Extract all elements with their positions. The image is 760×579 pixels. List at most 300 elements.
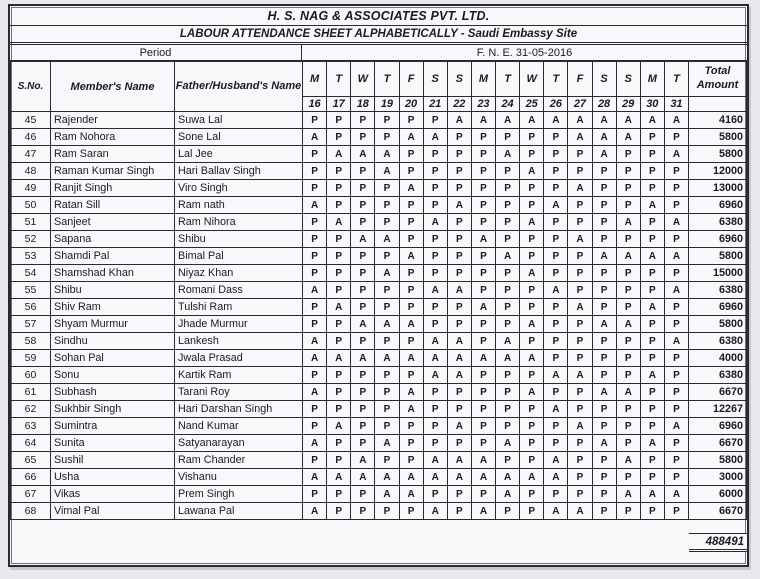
attendance-mark: P [616, 367, 640, 384]
table-row [11, 282, 747, 299]
attendance-mark: A [351, 231, 375, 248]
attendance-mark: A [568, 503, 592, 520]
attendance-mark: A [496, 146, 520, 163]
attendance-mark: P [544, 129, 568, 146]
attendance-mark: P [303, 401, 327, 418]
attendance-mark: P [327, 401, 351, 418]
table-row [11, 452, 747, 469]
table-row [11, 248, 747, 265]
member-name: Rajender [51, 112, 175, 129]
member-name: Vikas [51, 486, 175, 503]
attendance-mark: P [496, 401, 520, 418]
day-of-week-header: T [375, 62, 399, 97]
attendance-mark: P [592, 282, 616, 299]
column-header-member-name: Member's Name [51, 62, 175, 112]
attendance-mark: P [664, 384, 688, 401]
day-of-week-header: F [399, 62, 423, 97]
attendance-mark: P [447, 435, 471, 452]
attendance-mark: P [592, 486, 616, 503]
attendance-mark: A [640, 197, 664, 214]
attendance-mark: P [375, 367, 399, 384]
attendance-mark: P [664, 265, 688, 282]
attendance-mark: P [399, 333, 423, 350]
day-of-week-header: S [616, 62, 640, 97]
attendance-mark: P [399, 299, 423, 316]
sheet-frame [8, 4, 749, 567]
attendance-mark: P [496, 197, 520, 214]
attendance-mark: P [303, 248, 327, 265]
attendance-mark: P [544, 180, 568, 197]
attendance-mark: A [447, 112, 471, 129]
attendance-mark: P [447, 299, 471, 316]
attendance-mark: P [664, 452, 688, 469]
attendance-mark: P [496, 129, 520, 146]
attendance-mark: A [399, 401, 423, 418]
attendance-mark: A [423, 503, 447, 520]
table-row [11, 214, 747, 231]
total-amount: 6960 [689, 197, 747, 214]
total-amount-spacer [689, 97, 747, 112]
attendance-mark: P [544, 146, 568, 163]
attendance-mark: P [375, 282, 399, 299]
attendance-mark: P [616, 265, 640, 282]
serial-number: 57 [11, 316, 51, 333]
day-of-week-header: S [423, 62, 447, 97]
attendance-table-body [11, 112, 747, 520]
total-amount: 4160 [689, 112, 747, 129]
attendance-mark: A [375, 486, 399, 503]
date-header: 19 [375, 97, 399, 112]
attendance-mark: P [496, 452, 520, 469]
attendance-mark: P [640, 163, 664, 180]
attendance-mark: P [423, 265, 447, 282]
attendance-mark: P [327, 265, 351, 282]
period-value: F. N. E. 31-05-2016 [476, 46, 573, 59]
table-row [11, 163, 747, 180]
attendance-mark: A [520, 384, 544, 401]
attendance-mark: A [568, 129, 592, 146]
father-husband-name: Tulshi Ram [175, 299, 303, 316]
member-name: Sindhu [51, 333, 175, 350]
attendance-mark: P [520, 282, 544, 299]
attendance-mark: P [327, 435, 351, 452]
attendance-table-header [11, 62, 747, 112]
attendance-mark: A [471, 112, 495, 129]
attendance-mark: P [520, 401, 544, 418]
total-amount: 15000 [689, 265, 747, 282]
attendance-mark: P [303, 214, 327, 231]
attendance-mark: P [640, 401, 664, 418]
attendance-mark: A [447, 350, 471, 367]
attendance-mark: A [616, 248, 640, 265]
attendance-mark: P [640, 333, 664, 350]
attendance-mark: A [303, 350, 327, 367]
attendance-mark: P [640, 418, 664, 435]
attendance-mark: P [399, 112, 423, 129]
attendance-mark: P [520, 129, 544, 146]
attendance-mark: P [568, 401, 592, 418]
attendance-mark: P [616, 180, 640, 197]
attendance-mark: P [447, 503, 471, 520]
serial-number: 60 [11, 367, 51, 384]
attendance-mark: A [351, 316, 375, 333]
table-row [11, 367, 747, 384]
day-of-week-header: T [496, 62, 520, 97]
member-name: Sumintra [51, 418, 175, 435]
attendance-mark: A [303, 469, 327, 486]
total-amount: 5800 [689, 129, 747, 146]
table-row [11, 180, 747, 197]
attendance-mark: P [447, 384, 471, 401]
attendance-mark: A [544, 282, 568, 299]
attendance-mark: P [592, 265, 616, 282]
attendance-mark: P [351, 248, 375, 265]
serial-number: 65 [11, 452, 51, 469]
attendance-mark: P [568, 146, 592, 163]
attendance-mark: A [544, 367, 568, 384]
attendance-mark: P [399, 214, 423, 231]
day-of-week-header: M [640, 62, 664, 97]
total-amount: 5800 [689, 146, 747, 163]
attendance-mark: A [471, 469, 495, 486]
attendance-mark: P [616, 299, 640, 316]
attendance-mark: A [568, 418, 592, 435]
attendance-mark: P [616, 163, 640, 180]
attendance-mark: P [640, 180, 664, 197]
attendance-mark: A [544, 469, 568, 486]
attendance-mark: P [423, 248, 447, 265]
attendance-mark: P [544, 350, 568, 367]
attendance-mark: P [496, 316, 520, 333]
attendance-mark: P [351, 129, 375, 146]
attendance-mark: P [423, 180, 447, 197]
serial-number: 47 [11, 146, 51, 163]
attendance-mark: A [496, 350, 520, 367]
attendance-mark: P [640, 316, 664, 333]
attendance-mark: A [616, 316, 640, 333]
attendance-mark: P [303, 163, 327, 180]
attendance-mark: A [664, 486, 688, 503]
total-amount: 13000 [689, 180, 747, 197]
attendance-mark: P [568, 214, 592, 231]
table-row [11, 401, 747, 418]
date-header: 24 [496, 97, 520, 112]
attendance-mark: P [640, 350, 664, 367]
attendance-mark: A [520, 265, 544, 282]
attendance-mark: P [496, 231, 520, 248]
attendance-mark: A [496, 333, 520, 350]
date-header: 27 [568, 97, 592, 112]
attendance-mark: P [327, 452, 351, 469]
attendance-mark: P [375, 418, 399, 435]
attendance-mark: P [399, 503, 423, 520]
day-of-week-header: T [327, 62, 351, 97]
attendance-mark: P [303, 452, 327, 469]
attendance-mark: A [496, 469, 520, 486]
total-amount: 6670 [689, 384, 747, 401]
attendance-mark: A [568, 180, 592, 197]
attendance-mark: P [351, 503, 375, 520]
attendance-mark: P [520, 146, 544, 163]
attendance-mark: P [640, 231, 664, 248]
total-amount: 6960 [689, 299, 747, 316]
attendance-mark: P [447, 316, 471, 333]
father-husband-name: Jwala Prasad [175, 350, 303, 367]
total-amount: 12000 [689, 163, 747, 180]
attendance-mark: P [447, 214, 471, 231]
attendance-mark: P [327, 231, 351, 248]
attendance-mark: P [640, 452, 664, 469]
attendance-mark: A [664, 248, 688, 265]
attendance-mark: P [664, 350, 688, 367]
attendance-mark: P [423, 146, 447, 163]
attendance-mark: A [327, 214, 351, 231]
serial-number: 61 [11, 384, 51, 401]
attendance-mark: P [520, 435, 544, 452]
attendance-mark: P [399, 265, 423, 282]
attendance-mark: P [544, 214, 568, 231]
attendance-mark: P [616, 503, 640, 520]
father-husband-name: Sone Lal [175, 129, 303, 146]
attendance-mark: P [520, 333, 544, 350]
attendance-mark: P [423, 316, 447, 333]
column-header-father-husband-name: Father/Husband's Name [175, 62, 303, 112]
attendance-mark: P [471, 333, 495, 350]
attendance-mark: P [399, 146, 423, 163]
attendance-mark: P [544, 265, 568, 282]
attendance-mark: P [375, 384, 399, 401]
attendance-mark: P [568, 163, 592, 180]
attendance-mark: P [520, 367, 544, 384]
attendance-mark: P [544, 486, 568, 503]
attendance-mark: A [520, 316, 544, 333]
attendance-mark: A [375, 163, 399, 180]
attendance-mark: P [375, 299, 399, 316]
father-husband-name: Suwa Lal [175, 112, 303, 129]
attendance-mark: P [616, 350, 640, 367]
serial-number: 63 [11, 418, 51, 435]
father-husband-name: Jhade Murmur [175, 316, 303, 333]
father-husband-name: Lal Jee [175, 146, 303, 163]
total-amount: 6380 [689, 282, 747, 299]
member-name: Vimal Pal [51, 503, 175, 520]
attendance-mark: P [568, 316, 592, 333]
attendance-mark: A [496, 112, 520, 129]
father-husband-name: Shibu [175, 231, 303, 248]
attendance-mark: A [399, 350, 423, 367]
column-header-sno: S.No. [11, 62, 51, 112]
attendance-mark: P [568, 282, 592, 299]
attendance-mark: P [568, 333, 592, 350]
member-name: Sohan Pal [51, 350, 175, 367]
attendance-mark: A [375, 265, 399, 282]
attendance-mark: A [375, 350, 399, 367]
table-row [11, 231, 747, 248]
serial-number: 62 [11, 401, 51, 418]
attendance-mark: P [664, 316, 688, 333]
father-husband-name: Nand Kumar [175, 418, 303, 435]
attendance-mark: P [640, 146, 664, 163]
attendance-mark: P [520, 503, 544, 520]
date-header: 16 [303, 97, 327, 112]
serial-number: 58 [11, 333, 51, 350]
father-husband-name: Tarani Roy [175, 384, 303, 401]
attendance-mark: A [496, 435, 520, 452]
attendance-mark: P [447, 248, 471, 265]
father-husband-name: Lawana Pal [175, 503, 303, 520]
attendance-mark: P [399, 231, 423, 248]
table-row [11, 299, 747, 316]
attendance-mark: A [544, 401, 568, 418]
attendance-mark: P [592, 197, 616, 214]
attendance-mark: P [496, 384, 520, 401]
attendance-mark: A [544, 503, 568, 520]
attendance-mark: P [375, 180, 399, 197]
attendance-mark: A [664, 146, 688, 163]
attendance-mark: P [351, 333, 375, 350]
attendance-mark: P [327, 129, 351, 146]
sheet-title: LABOUR ATTENDANCE SHEET ALPHABETICALLY - Saudi Embassy Site [179, 28, 578, 40]
attendance-mark: P [327, 486, 351, 503]
day-of-week-header: T [664, 62, 688, 97]
attendance-mark: A [327, 299, 351, 316]
total-amount: 5800 [689, 248, 747, 265]
company-title-row [10, 6, 747, 26]
attendance-mark: P [568, 452, 592, 469]
attendance-mark: P [327, 333, 351, 350]
member-name: Ram Saran [51, 146, 175, 163]
attendance-mark: A [640, 435, 664, 452]
day-of-week-header: M [471, 62, 495, 97]
table-row [11, 129, 747, 146]
attendance-mark: P [616, 401, 640, 418]
attendance-mark: A [640, 112, 664, 129]
father-husband-name: Romani Dass [175, 282, 303, 299]
attendance-mark: P [375, 214, 399, 231]
attendance-mark: P [568, 435, 592, 452]
total-amount: 6960 [689, 231, 747, 248]
attendance-mark: A [375, 231, 399, 248]
attendance-mark: P [423, 299, 447, 316]
attendance-mark: P [399, 197, 423, 214]
attendance-mark: P [303, 180, 327, 197]
serial-number: 48 [11, 163, 51, 180]
attendance-mark: P [423, 112, 447, 129]
attendance-mark: A [351, 469, 375, 486]
attendance-mark: A [447, 197, 471, 214]
attendance-mark: A [399, 248, 423, 265]
attendance-mark: P [471, 384, 495, 401]
attendance-mark: A [496, 486, 520, 503]
attendance-mark: A [664, 112, 688, 129]
attendance-mark: P [351, 265, 375, 282]
member-name: Sukhbir Singh [51, 401, 175, 418]
attendance-mark: A [375, 469, 399, 486]
attendance-mark: A [520, 112, 544, 129]
attendance-mark: P [568, 248, 592, 265]
attendance-mark: P [592, 452, 616, 469]
father-husband-name: Ram nath [175, 197, 303, 214]
father-husband-name: Lankesh [175, 333, 303, 350]
attendance-mark: A [399, 469, 423, 486]
attendance-mark: A [327, 418, 351, 435]
father-husband-name: Kartik Ram [175, 367, 303, 384]
attendance-mark: A [399, 180, 423, 197]
column-header-total-amount: Total Amount [689, 62, 747, 97]
total-amount: 6960 [689, 418, 747, 435]
attendance-mark: P [399, 282, 423, 299]
attendance-mark: P [423, 401, 447, 418]
sheet-footer [10, 520, 747, 564]
attendance-mark: P [568, 350, 592, 367]
attendance-mark: P [303, 418, 327, 435]
attendance-mark: P [664, 435, 688, 452]
attendance-mark: P [399, 367, 423, 384]
attendance-mark: P [664, 197, 688, 214]
attendance-mark: P [520, 452, 544, 469]
attendance-mark: P [351, 435, 375, 452]
attendance-mark: P [640, 384, 664, 401]
date-header: 31 [664, 97, 688, 112]
attendance-mark: P [423, 486, 447, 503]
attendance-mark: P [351, 214, 375, 231]
day-of-week-header: W [520, 62, 544, 97]
attendance-mark: A [592, 146, 616, 163]
attendance-mark: P [520, 418, 544, 435]
attendance-mark: A [303, 282, 327, 299]
member-name: Shamshad Khan [51, 265, 175, 282]
company-title: H. S. NAG & ASSOCIATES PVT. LTD. [267, 8, 490, 23]
attendance-mark: A [447, 418, 471, 435]
attendance-mark: A [544, 112, 568, 129]
attendance-mark: P [327, 316, 351, 333]
attendance-mark: P [375, 197, 399, 214]
attendance-mark: P [375, 333, 399, 350]
table-row [11, 384, 747, 401]
attendance-mark: A [520, 469, 544, 486]
day-of-week-header: S [592, 62, 616, 97]
attendance-mark: A [351, 350, 375, 367]
attendance-mark: P [471, 197, 495, 214]
attendance-mark: P [447, 231, 471, 248]
member-name: Shamdi Pal [51, 248, 175, 265]
attendance-mark: P [351, 197, 375, 214]
day-of-week-header: F [568, 62, 592, 97]
attendance-mark: P [447, 129, 471, 146]
total-amount: 6380 [689, 333, 747, 350]
attendance-mark: P [303, 146, 327, 163]
attendance-mark: P [303, 265, 327, 282]
total-amount: 12267 [689, 401, 747, 418]
attendance-mark: P [544, 435, 568, 452]
total-amount: 6670 [689, 503, 747, 520]
attendance-mark: A [471, 452, 495, 469]
member-name: Shyam Murmur [51, 316, 175, 333]
attendance-mark: A [423, 350, 447, 367]
attendance-mark: A [544, 452, 568, 469]
attendance-mark: P [471, 163, 495, 180]
serial-number: 50 [11, 197, 51, 214]
attendance-mark: P [520, 197, 544, 214]
attendance-mark: P [423, 384, 447, 401]
table-row [11, 112, 747, 129]
attendance-mark: A [303, 435, 327, 452]
attendance-mark: P [616, 469, 640, 486]
serial-number: 64 [11, 435, 51, 452]
attendance-mark: P [544, 316, 568, 333]
father-husband-name: Niyaz Khan [175, 265, 303, 282]
attendance-mark: A [616, 452, 640, 469]
